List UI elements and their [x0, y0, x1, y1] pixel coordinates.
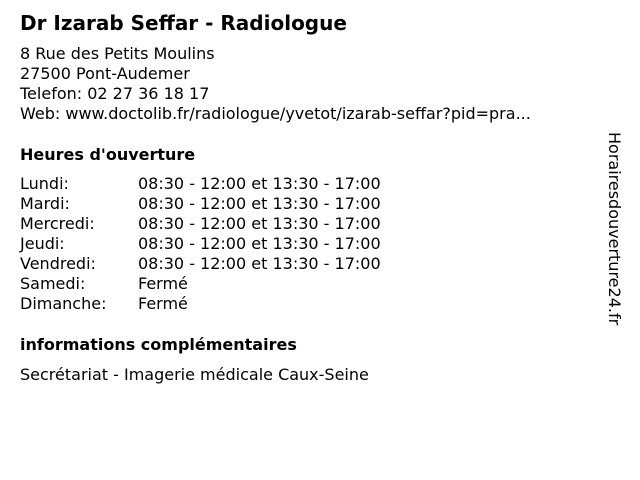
- day-hours: 08:30 - 12:00 et 13:30 - 17:00: [138, 234, 381, 253]
- day-label: Jeudi:: [20, 234, 65, 253]
- day-label: Samedi:: [20, 274, 86, 293]
- day-hours: Fermé: [138, 294, 188, 313]
- day-hours: 08:30 - 12:00 et 13:30 - 17:00: [138, 254, 381, 273]
- day-hours: Fermé: [138, 274, 188, 293]
- hours-row-tuesday: [20, 194, 381, 214]
- opening-hours-heading: Heures d'ouverture: [20, 145, 196, 164]
- additional-info-text: Secrétariat - Imagerie médicale Caux-Seine: [20, 365, 369, 384]
- hours-row-sunday: [20, 294, 381, 314]
- day-label: Dimanche:: [20, 294, 107, 313]
- hours-row-friday: [20, 254, 381, 274]
- hours-row-thursday: [20, 234, 381, 254]
- additional-info-heading: informations complémentaires: [20, 335, 297, 354]
- day-label: Mardi:: [20, 194, 70, 213]
- opening-hours-table: [20, 174, 381, 314]
- day-hours: 08:30 - 12:00 et 13:30 - 17:00: [138, 214, 381, 233]
- day-label: Lundi:: [20, 174, 69, 193]
- street-address: 8 Rue des Petits Moulins: [20, 44, 215, 63]
- day-label: Mercredi:: [20, 214, 95, 233]
- hours-row-monday: [20, 174, 381, 194]
- day-label: Vendredi:: [20, 254, 96, 273]
- site-watermark: Horairesdouverture24.fr: [605, 132, 624, 326]
- page-title: Dr Izarab Seffar - Radiologue: [20, 11, 347, 35]
- hours-row-wednesday: [20, 214, 381, 234]
- day-hours: 08:30 - 12:00 et 13:30 - 17:00: [138, 174, 381, 193]
- hours-row-saturday: [20, 274, 381, 294]
- website-link: Web: www.doctolib.fr/radiologue/yvetot/izarab-seffar?pid=pra...: [20, 104, 531, 123]
- address-block: [20, 44, 531, 124]
- city-address: 27500 Pont-Audemer: [20, 64, 190, 83]
- day-hours: 08:30 - 12:00 et 13:30 - 17:00: [138, 194, 381, 213]
- phone-number: Telefon: 02 27 36 18 17: [20, 84, 210, 103]
